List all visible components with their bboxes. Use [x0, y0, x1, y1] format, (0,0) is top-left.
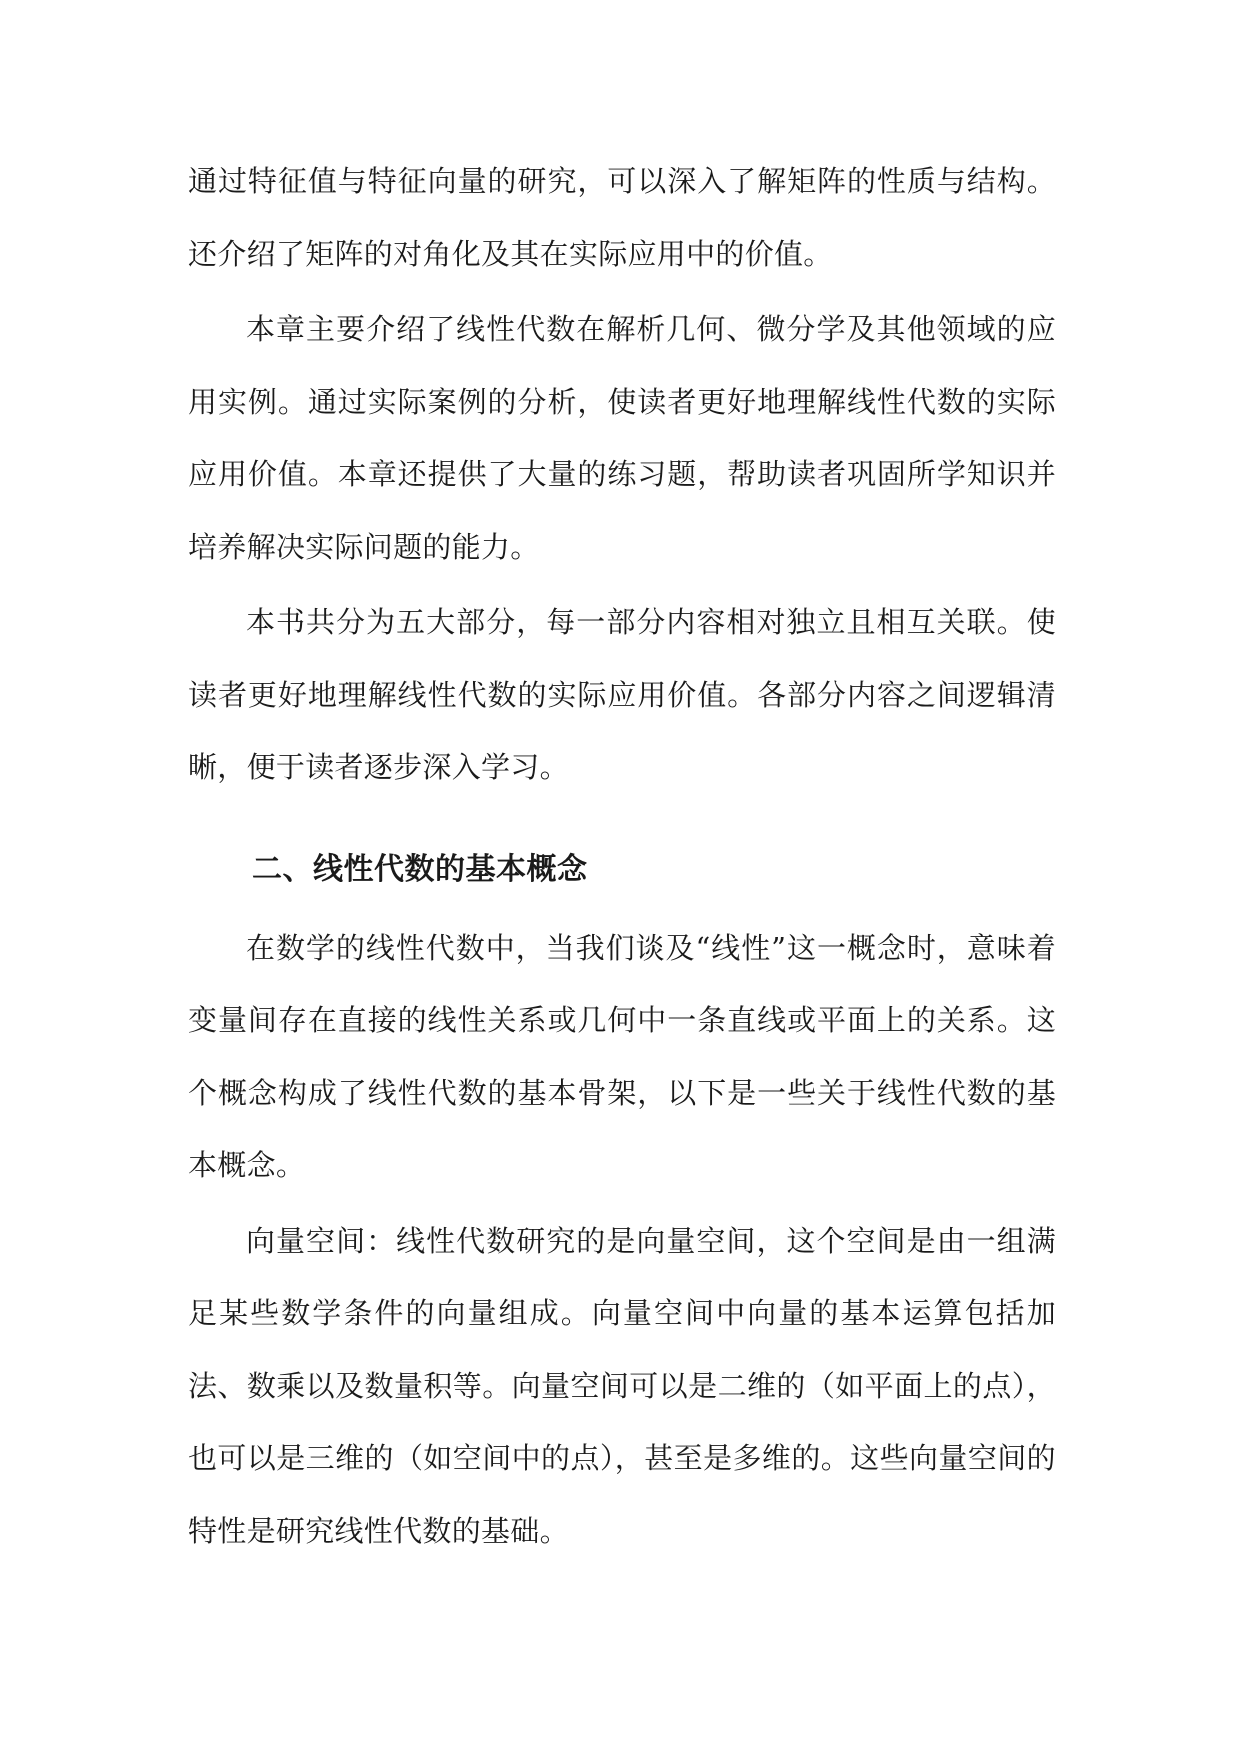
paragraph-vector-space: 向量空间：线性代数研究的是向量空间，这个空间是由一组满足某些数学条件的向量组成。向量空间中向量的基本运算包括加法、数乘以及数量积等。向量空间可以是二维的（如平面上的点），也可以是三维的（如空间中的点），甚至是多维的。这些向量空间的特性是研究线性代数的基础。 — [188, 1223, 1056, 1548]
paragraph-eigen-summary: 通过特征值与特征向量的研究，可以深入了解矩阵的性质与结构。还介绍了矩阵的对角化及其在实际应用中的价值。 — [188, 164, 1056, 271]
paragraph-book-structure: 本书共分为五大部分，每一部分内容相对独立且相互关联。使读者更好地理解线性代数的实际应用价值。各部分内容之间逻辑清晰，便于读者逐步深入学习。 — [188, 605, 1056, 784]
paragraph-applications-chapter: 本章主要介绍了线性代数在解析几何、微分学及其他领域的应用实例。通过实际案例的分析，使读者更好地理解线性代数的实际应用价值。本章还提供了大量的练习题，帮助读者巩固所学知识并培养解决实际问题的能力。 — [188, 312, 1056, 564]
section-heading: 二、线性代数的基本概念 — [252, 851, 588, 887]
paragraph-linearity-concept: 在数学的线性代数中，当我们谈及“线性”这一概念时，意味着变量间存在直接的线性关系或几何中一条直线或平面上的关系。这个概念构成了线性代数的基本骨架，以下是一些关于线性代数的基本概念。 — [188, 930, 1056, 1182]
document-page — [188, 145, 1056, 1567]
